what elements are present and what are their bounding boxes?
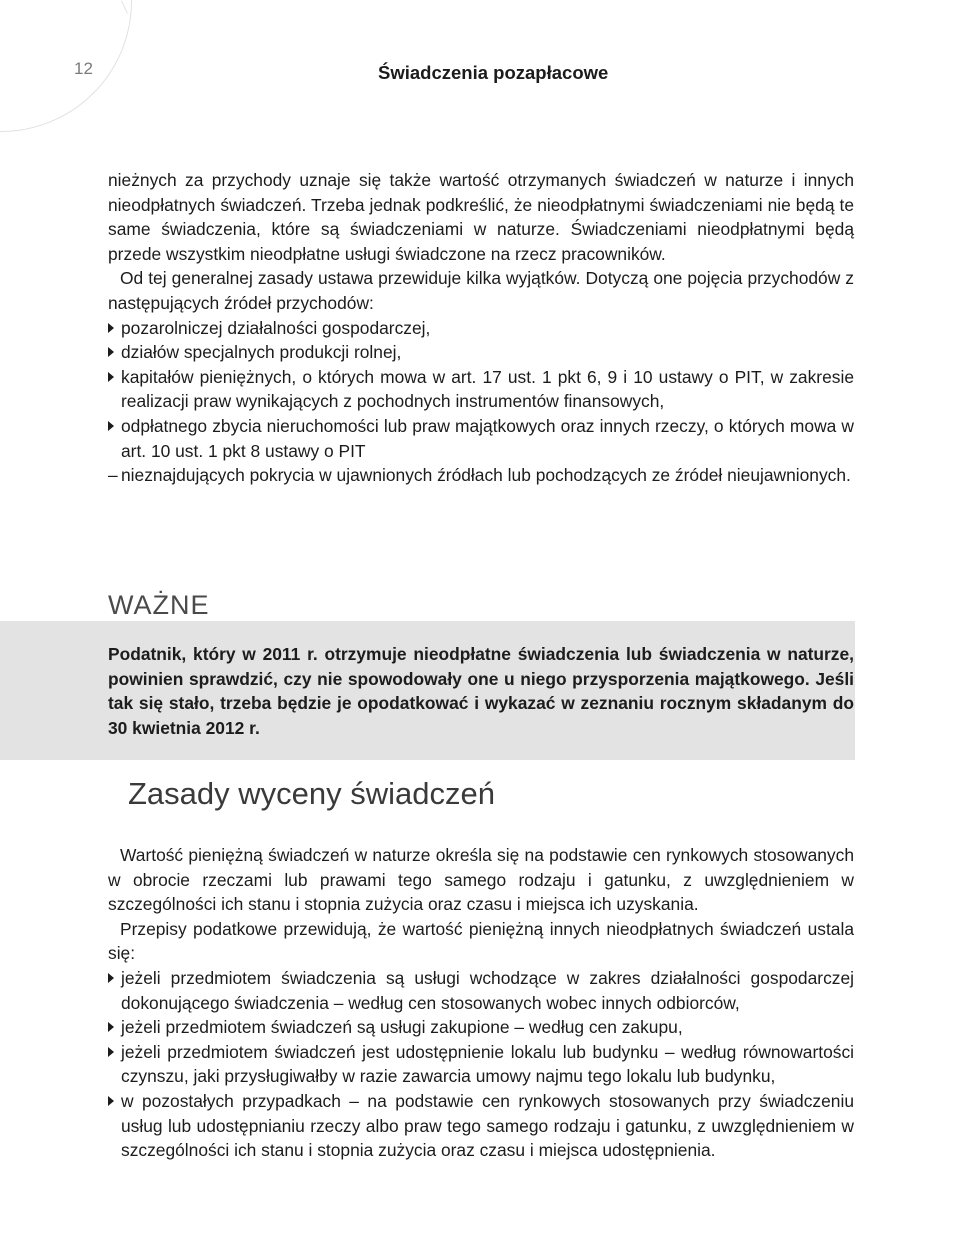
important-text: Podatnik, który w 2011 r. otrzymuje nieodpłatne świadczenia lub świadczenia w naturze, powinien sprawdzić, czy nie spowodowały one u niego przysporzenia majątkowego. Jeśli tak się stało, trzeba będzie je opodatkować i wykazać w zeznaniu rocznym składanym do 30 kwietnia 2012 r. <box>108 644 854 738</box>
dash-mark: – <box>108 465 118 486</box>
list-item: kapitałów pieniężnych, o których mowa w art. 17 ust. 1 pkt 6, 9 i 10 ustawy o PIT, w zakresie realizacji praw wynikających z pochodnych instrumentów finansowych, <box>108 365 854 414</box>
bullet-arrow-icon <box>108 323 114 333</box>
intro-paragraph-2: Od tej generalnej zasady ustawa przewiduje kilka wyjątków. Dotyczą one pojęcia przychodów z następujących źródeł przychodów: <box>108 268 854 313</box>
list-item: działów specjalnych produkcji rolnej, <box>108 340 854 365</box>
list-item: jeżeli przedmiotem świadczeń jest udostępnienie lokalu lub budynku – według równowartości czynszu, jaki przysługiwałby w razie zawarcia umowy najmu tego lokalu lub budynku, <box>108 1040 854 1089</box>
list-item: jeżeli przedmiotem świadczenia są usługi wchodzące w zakres działalności gospodarczej dokonującego świadczenia – według cen stosowanych wobec innych odbiorców, <box>108 966 854 1015</box>
dash-list-item: – nieznajdujących pokrycia w ujawnionych źródłach lub pochodzących ze źródeł nieujawnionych. <box>108 463 854 488</box>
bullet-arrow-icon <box>108 421 114 431</box>
bullet-arrow-icon <box>108 372 114 382</box>
list-item: jeżeli przedmiotem świadczeń są usługi zakupione – według cen zakupu, <box>108 1015 854 1040</box>
bullet-arrow-icon <box>108 1047 114 1057</box>
list-item: pozarolniczej działalności gospodarczej, <box>108 316 854 341</box>
valuation-paragraph-2: Przepisy podatkowe przewidują, że wartość pieniężną innych nieodpłatnych świadczeń ustala się: <box>108 918 854 964</box>
valuation-section <box>108 843 854 1163</box>
valuation-paragraph-1: Wartość pieniężną świadczeń w naturze określa się na podstawie cen rynkowych stosowanych w obrocie rzeczami lub prawami tego samego rodzaju i gatunku, z uwzględnieniem w szczególności ich stanu i stopnia zużycia oraz czasu i miejsca ich uzyskania. <box>108 845 854 915</box>
bullet-arrow-icon <box>108 347 114 357</box>
intro-paragraph-1: nieżnych za przychody uznaje się także wartość otrzymanych świadczeń w naturze i innych nieodpłatnych świadczeń. Trzeba jednak podkreślić, że nieodpłatnymi świadczeniami nie będą te same świadczenia, które są świadczeniami w naturze. Świadczeniami nieodpłatnymi będą przede wszystkim nieodpłatne usługi świadczone na rzecz pracowników. <box>108 170 854 264</box>
intro-section <box>108 168 854 488</box>
list-item: w pozostałych przypadkach – na podstawie cen rynkowych stosowanych przy świadczeniu usług lub udostępnianiu rzeczy albo praw tego samego rodzaju i gatunku, z uwzględnieniem w szczególności ich stanu i stopnia zużycia oraz czasu i miejsca udostępnienia. <box>108 1089 854 1163</box>
bullet-arrow-icon <box>108 973 114 983</box>
important-label: WAŻNE <box>108 590 210 620</box>
list-item: odpłatnego zbycia nieruchomości lub praw majątkowych oraz innych rzeczy, o których mowa w art. 10 ust. 1 pkt 8 ustawy o PIT <box>108 414 854 463</box>
section-heading: Zasady wyceny świadczeń <box>128 776 495 811</box>
bullet-arrow-icon <box>108 1096 114 1106</box>
income-sources-list <box>108 316 854 464</box>
page-number: 12 <box>74 59 93 78</box>
running-header-title: Świadczenia pozapłacowe <box>378 62 609 83</box>
corner-decoration <box>0 0 132 132</box>
valuation-rules-list <box>108 966 854 1163</box>
bullet-arrow-icon <box>108 1022 114 1032</box>
